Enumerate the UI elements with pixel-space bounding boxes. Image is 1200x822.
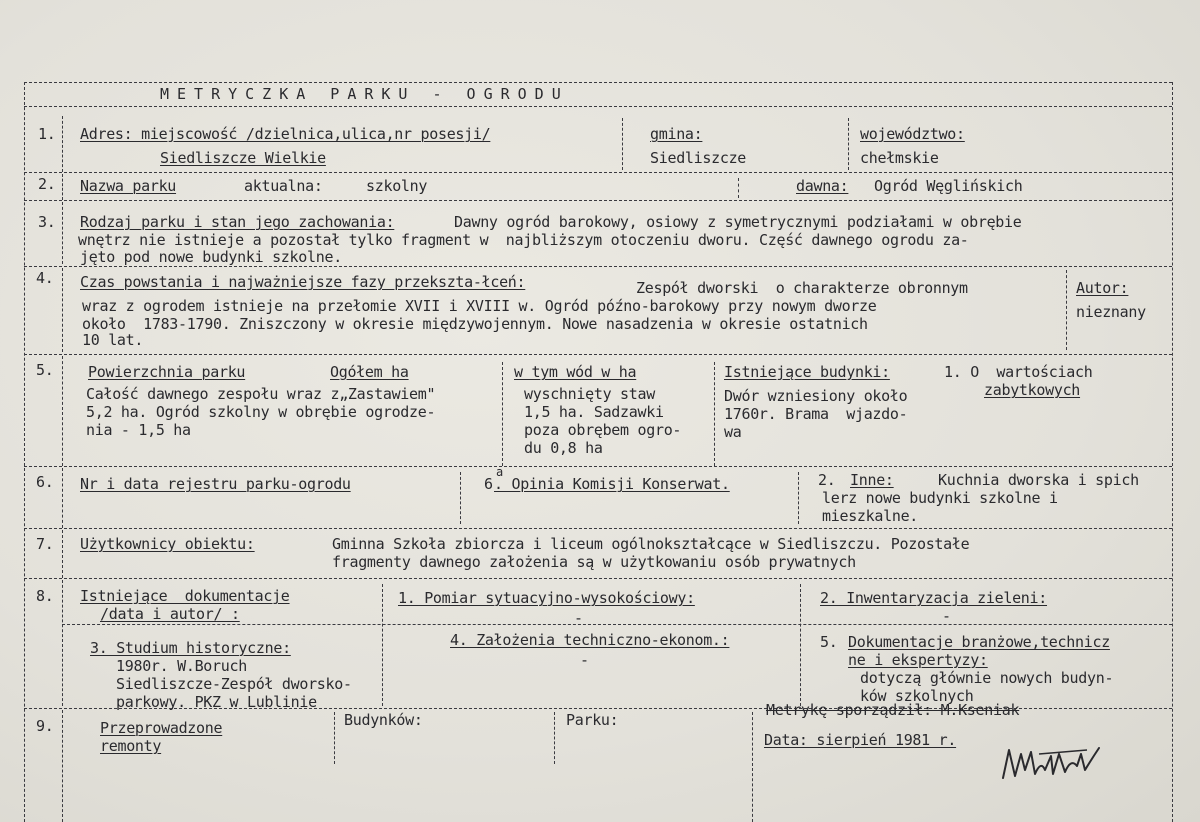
- opinion-number: 6: [484, 475, 493, 493]
- section-2-number: 2.: [38, 175, 56, 193]
- total-ha-label: Ogółem ha: [330, 363, 409, 381]
- history-line-1: Zespół dworski o charakterze obronnym: [636, 279, 968, 297]
- section-3-number: 3.: [38, 213, 56, 231]
- current-name-value: szkolny: [366, 177, 428, 195]
- survey-label: 1. Pomiar sytuacyjno-wysokościowy:: [398, 589, 695, 607]
- section-4-number: 4.: [36, 269, 54, 287]
- inventory-value: -: [942, 607, 951, 625]
- section-2-bottom: [24, 200, 1172, 201]
- users-label: Użytkownicy obiektu:: [80, 535, 255, 553]
- other-label: Inne:: [850, 471, 894, 489]
- section-7-bottom: [24, 578, 1172, 579]
- section-5-bottom: [24, 466, 1172, 467]
- branch-docs-line-2: ków szkolnych: [860, 687, 974, 705]
- voivodeship-label: województwo:: [860, 125, 965, 143]
- water-line-4: du 0,8 ha: [524, 439, 603, 457]
- branch-docs-line-1: dotyczą głównie nowych budyn-: [860, 669, 1114, 687]
- other-number: 2.: [818, 471, 836, 489]
- buildings-label: Istniejące budynki:: [724, 363, 890, 381]
- history-study-line-2: Siedliszcze-Zespół dworsko-: [116, 675, 352, 693]
- opinion-superscript: a: [496, 465, 503, 479]
- survey-rule: [382, 584, 383, 706]
- opinion-label: . Opinia Komisji Konserwat.: [494, 475, 730, 493]
- former-name-value: Ogród Węglińskich: [874, 177, 1023, 195]
- inventory-rule: [800, 584, 801, 706]
- water-line-2: 1,5 ha. Sadzawki: [524, 403, 664, 421]
- area-line-3: nia - 1,5 ha: [86, 421, 191, 439]
- park-type-label: Rodzaj parku i stan jego zachowania:: [80, 213, 395, 231]
- author-label: Autor:: [1076, 279, 1129, 297]
- section-1-number: 1.: [38, 125, 56, 143]
- section-3-bottom: [24, 266, 1172, 267]
- other-line-3: mieszkalne.: [822, 507, 919, 525]
- frame-top: [24, 82, 1172, 83]
- gmina-label: gmina:: [650, 125, 703, 143]
- history-study-label: 3. Studium historyczne:: [90, 639, 291, 657]
- voivodeship-rule: [848, 118, 849, 170]
- section-6-number: 6.: [36, 473, 54, 491]
- buildings-renov-rule: [334, 712, 335, 764]
- section-4-bottom: [24, 354, 1172, 355]
- author-value: nieznany: [1076, 303, 1146, 321]
- address-value: Siedliszcze Wielkie: [160, 149, 326, 167]
- prepared-date: Data: sierpień 1981 r.: [764, 731, 957, 749]
- park-type-line-1: Dawny ogród barokowy, osiowy z symetrycznymi podziałami w obrębie: [454, 213, 1022, 231]
- gmina-value: Siedliszcze: [650, 149, 747, 167]
- author-sign-rule: [752, 712, 753, 822]
- section-1-rule: [62, 116, 63, 172]
- other-line-1: Kuchnia dworska i spich: [938, 471, 1139, 489]
- survey-value: -: [574, 609, 583, 627]
- park-type-line-2: wnętrz nie istnieje a pozostał tylko fragment w najbliższym otoczeniu dworu. Część dawnego ogrodu za-: [78, 231, 969, 249]
- park-name-label: Nazwa parku: [80, 177, 177, 195]
- handwritten-signature: [995, 740, 1105, 790]
- documentation-label-1: Istniejące dokumentacje: [80, 587, 290, 605]
- voivodeship-value: chełmskie: [860, 149, 939, 167]
- buildings-sub-1: 1. O wartościach: [944, 363, 1093, 381]
- section-9-rule: [62, 710, 63, 822]
- branch-docs-label-1: Dokumentacje branżowe,technicz: [848, 633, 1110, 651]
- frame-left: [24, 82, 25, 822]
- water-label: w tym wód w ha: [514, 363, 637, 381]
- water-line-1: wyschnięty staw: [524, 385, 655, 403]
- section-5-rule: [62, 356, 63, 466]
- history-label: Czas powstania i najważniejsze fazy przekszta-łceń:: [80, 273, 526, 291]
- renovations-label-1: Przeprowadzone: [100, 719, 223, 737]
- section-6-bottom: [24, 528, 1172, 529]
- branch-docs-number: 5.: [820, 633, 838, 651]
- park-renov-rule: [554, 712, 555, 764]
- buildings-sub-2: zabytkowych: [984, 381, 1081, 399]
- history-line-3: około 1783-1790. Zniszczony w okresie międzywojennym. Nowe nasadzenia w okresie ostatnich: [82, 315, 868, 333]
- section-5-number: 5.: [36, 361, 54, 379]
- section-8-rule: [62, 580, 63, 706]
- document-title: METRYCZKA PARKU - OGRODU: [160, 85, 569, 103]
- other-line-2: lerz nowe budynki szkolne i: [822, 489, 1058, 507]
- former-name-label: dawna:: [796, 177, 849, 195]
- gmina-rule: [622, 118, 623, 170]
- buildings-line-1: Dwór wzniesiony około: [724, 387, 908, 405]
- water-rule: [502, 362, 503, 466]
- park-type-line-3: jęto pod nowe budynki szkolne.: [80, 248, 342, 266]
- park-renov-label: Parku:: [566, 711, 619, 729]
- section-3-rule: [62, 202, 63, 264]
- address-label: Adres: miejscowość /dzielnica,ulica,nr posesji/: [80, 125, 491, 143]
- section-7-number: 7.: [36, 535, 54, 553]
- section-6-rule: [62, 468, 63, 528]
- section-7-rule: [62, 530, 63, 578]
- other-rule: [798, 472, 799, 524]
- register-label: Nr i data rejestru parku-ogrodu: [80, 475, 351, 493]
- section-2-rule: [62, 174, 63, 200]
- area-line-2: 5,2 ha. Ogród szkolny w obrębie ogrodze-: [86, 403, 436, 421]
- water-line-3: poza obrębem ogro-: [524, 421, 682, 439]
- frame-right: [1172, 82, 1173, 822]
- inventory-label: 2. Inwentaryzacja zieleni:: [820, 589, 1048, 607]
- area-line-1: Całość dawnego zespołu wraz z„Zastawiem": [86, 385, 436, 403]
- branch-docs-label-2: ne i ekspertyzy:: [848, 651, 988, 669]
- history-study-line-1: 1980r. W.Boruch: [116, 657, 247, 675]
- section-8-middle: [62, 624, 1172, 625]
- section-8-number: 8.: [36, 587, 54, 605]
- users-line-2: fragmenty dawnego założenia są w użytkowaniu osób prywatnych: [332, 553, 856, 571]
- buildings-renov-label: Budynków:: [344, 711, 423, 729]
- title-divider: [24, 106, 1172, 107]
- buildings-line-3: wa: [724, 423, 742, 441]
- history-study-line-3: parkowy. PKZ w Lublinie: [116, 693, 317, 711]
- documentation-label-2: /data i autor/ :: [100, 605, 240, 623]
- users-line-1: Gminna Szkoła zbiorcza i liceum ogólnokształcące w Siedliszczu. Pozostałe: [332, 535, 970, 553]
- history-line-4: 10 lat.: [82, 331, 144, 349]
- current-name-label: aktualna:: [244, 177, 323, 195]
- renovations-label-2: remonty: [100, 737, 162, 755]
- buildings-rule: [714, 362, 715, 466]
- author-rule: [1066, 270, 1067, 350]
- section-9-number: 9.: [36, 717, 54, 735]
- section-1-bottom: [24, 172, 1172, 173]
- buildings-line-2: 1760r. Brama wjazdo-: [724, 405, 908, 423]
- area-label: Powierzchnia parku: [88, 363, 246, 381]
- former-name-rule: [738, 178, 739, 198]
- section-4-rule: [62, 268, 63, 352]
- prepared-by: Metrykę sporządził: M.Kseniak: [766, 701, 1020, 719]
- technical-value: -: [580, 651, 589, 669]
- history-line-2: wraz z ogrodem istnieje na przełomie XVII i XVIII w. Ogród późno-barokowy przy nowym dworze: [82, 297, 877, 315]
- opinion-rule: [460, 472, 461, 524]
- technical-label: 4. Założenia techniczno-ekonom.:: [450, 631, 730, 649]
